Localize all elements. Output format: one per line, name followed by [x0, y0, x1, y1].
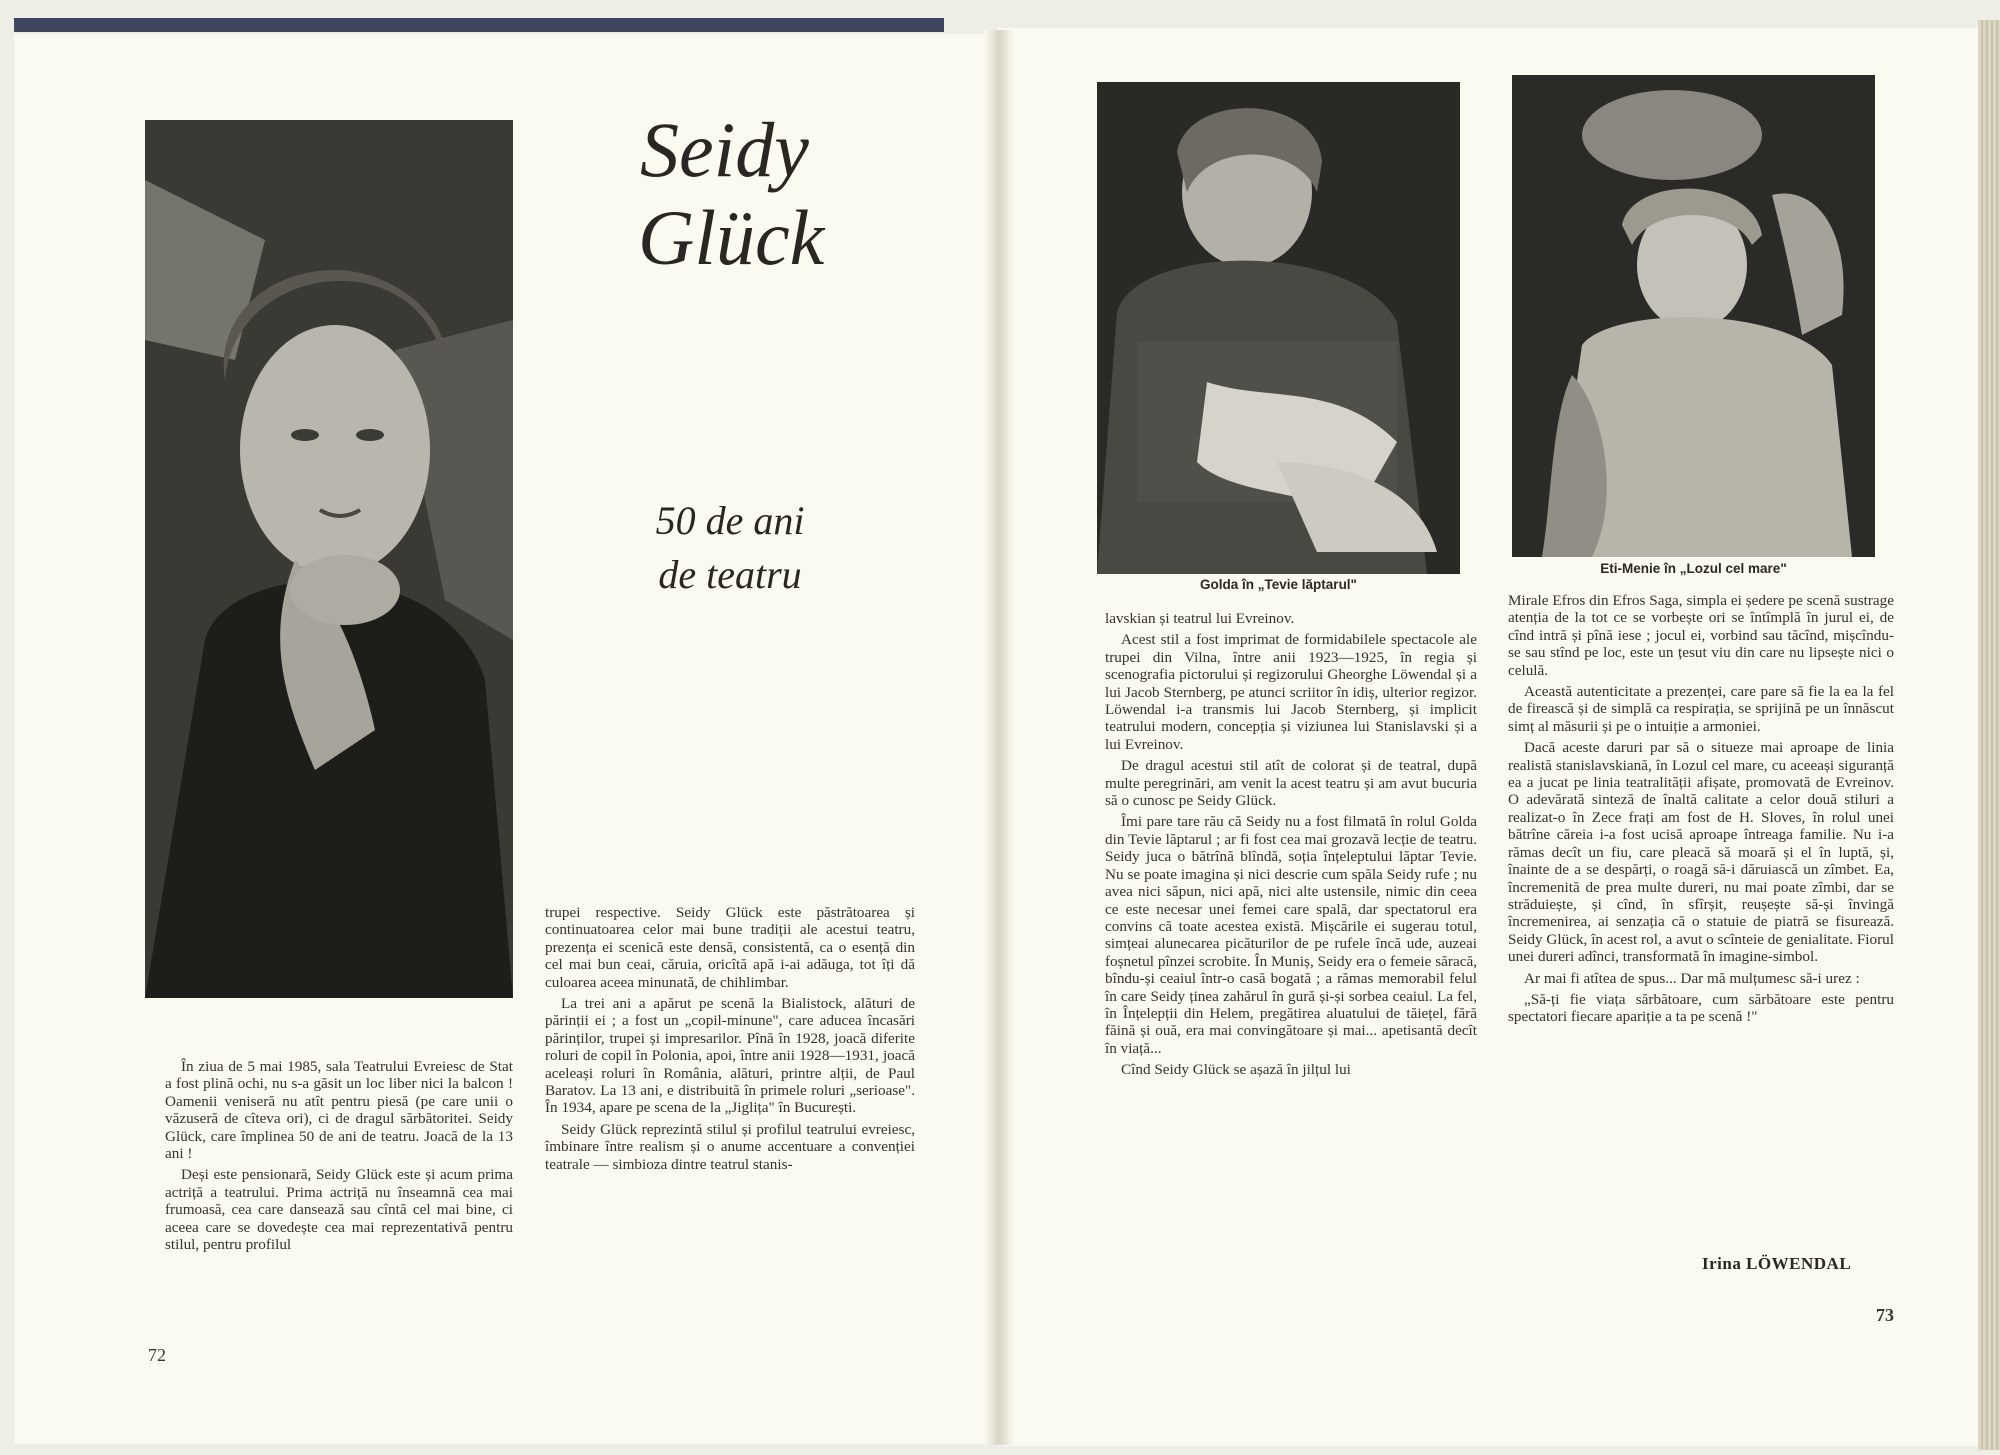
left-page-column-2	[545, 904, 915, 1177]
book-binding	[14, 18, 944, 32]
paragraph: Acest stil a fost imprimat de formidabilele spectacole ale trupei din Vilna, între anii 1923—1925, în regia și scenografia pictorului și regizorului Gheorghe Löwendal și a lui Jacob Sternberg, pe atunci scriitor în idiș, ulterior regizor. Löwendal i-a transmis lui Jacob Sternberg, și implicit teatrului modern, concepția și viziunea lui Stanislavski și a lui Evreinov.	[1105, 631, 1477, 753]
paragraph: De dragul acestui stil atît de colorat și de teatral, după multe peregrinări, am venit la acest teatru și am avut bucuria să o cunosc pe Seidy Glück.	[1105, 757, 1477, 810]
portrait-photo	[145, 120, 513, 998]
paragraph: Deși este pensionară, Seidy Glück este și acum prima actriță a teatrului. Prima actriță nu înseamnă cea mai frumoasă, cea care dansează sau cîntă cel mai bine, ci aceea care se dovedește cea mai reprezentativă pentru stilul, pentru profilul	[165, 1166, 513, 1254]
left-page-column-1	[165, 1058, 513, 1257]
paragraph: În ziua de 5 mai 1985, sala Teatrului Evreiesc de Stat a fost plină ochi, nu s-a găsit un loc liber nici la balcon ! Oamenii veniseră nu atît pentru piesă (pe care unii o văzuseră de cîteva ori), ci de dragul sărbătoritei. Seidy Glück, care împlinea 50 de ani de teatru. Joacă de la 13 ani !	[165, 1058, 513, 1163]
golda-illustration	[1097, 82, 1460, 574]
paragraph: Îmi pare tare rău că Seidy nu a fost filmată în rolul Golda din Tevie lăptarul ; ar fi fost cea mai grozavă lecție de teatru. Seidy juca o bătrînă blîndă, soția înțeleptului lăptar Tevie. Nu se poate imagina și nici descrie cum spăla Seidy rufe ; nu avea nici săpun, nici apă, nici alte ustensile, nimic din ceea ce este necesar unei femei care spală, dar spectatorul era convins că toate acestea există. Mișcările ei sugerau totul, simțeai alunecarea picăturilor de pe rufele încă ude, auzeai foșnetul pînzei scrobite. În Muniș, Seidy era o femeie săracă, bîndu-și ceaiul într-o casă bogată ; a rămas memorabil felul în care Seidy ținea zahărul în gură și-și sorbea ceaiul. La fel, în Înțelepții din Helem, pregătirea aluatului de tăiețel, fără făină și ouă, era mai convingătoare și mai... apetisantă decît în viață...	[1105, 813, 1477, 1057]
paragraph: Seidy Glück reprezintă stilul și profilul teatrului evreiesc, îmbinare între realism și o anume accentuare a convenției teatrale — simbioza dintre teatrul stanis-	[545, 1120, 915, 1173]
portrait-illustration	[145, 120, 513, 998]
author-signature: Irina LÖWENDAL	[1702, 1254, 1852, 1273]
paragraph: Cînd Seidy Glück se așază în jilțul lui	[1121, 1061, 1351, 1079]
paragraph: lavskian și teatrul lui Evreinov.	[1105, 610, 1295, 627]
eti-menie-illustration	[1512, 75, 1875, 557]
right-page-column-2	[1508, 592, 1894, 1030]
page-edges	[1978, 20, 2000, 1450]
page-number-right: 73	[1876, 1305, 1894, 1325]
paragraph: „Să-ți fie viața sărbătoare, cum sărbătoare este pentru spectatori fiecare apariție a ta pe scenă !"	[1508, 990, 1894, 1026]
eti-menie-photo-caption: Eti-Menie în „Lozul cel mare"	[1600, 561, 1787, 576]
paragraph: Dacă aceste daruri par să o situeze mai aproape de linia realistă stanislavskiană, în Lozul cel mare, cu aceeași siguranță ea a jucat pe linia teatralității afișate, promovată de Evreinov. O adevărată sinteză de înaltă calitate a celor două stiluri a realizat-o în Zece frați am fost de H. Sloves, în rolul unei bătrîne căreia i-a fost ucisă aproape întreaga familie. Nu i-a rămas decît un fiu, care pleacă să moară și el în luptă, și, înainte de a se despărți, o roagă să-i dăruiască un zîmbet. Ea, încremenită de prea multe dureri, nu mai poate zîmbi, dar se străduiește, și cînd, în sfîrșit, reușește să-și învingă încremenirea, ai senzația că o statuie de piatră se fisurează. Seidy Glück, în acest rol, a avut o scînteie de genialitate. Fiorul unei dureri adînci, transformată în imagine-simbol.	[1508, 739, 1894, 966]
eti-menie-stage-photo	[1512, 75, 1875, 557]
paragraph: Această autenticitate a prezenței, care pare să fie la ea la fel de firească și de simplă ca respirația, se sprijină pe un înnăscut simț al măsurii și pe o intuiție a armoniei.	[1508, 683, 1894, 735]
article-title-line2: Glück	[638, 194, 825, 281]
paragraph: Ar mai fi atîtea de spus... Dar mă mulțumesc să-i urez :	[1524, 969, 1860, 987]
article-title-line1: Seidy	[640, 106, 809, 193]
right-page-column-1	[1105, 610, 1477, 1083]
golda-photo-caption: Golda în „Tevie lăptarul"	[1200, 577, 1357, 592]
paragraph: trupei respective. Seidy Glück este păstrătoarea și continuatoarea celor mai bune tradiții ale acestui teatru, prezența ei scenică este densă, consistentă, ca o esență din cel mai bun ceai, căruia, oricîtă apă i-ai adăuga, tot îți dă culoarea aceea minunată, de chihlimbar.	[545, 904, 915, 991]
article-subtitle-line1: 50 de ani	[655, 498, 805, 543]
page-number-left: 72	[148, 1345, 166, 1365]
paragraph: La trei ani a apărut pe scenă la Bialistock, alături de părinții ei ; a fost un „copil-minune", care aducea încasări părinților, trupei și impresarilor. Pînă în 1928, joacă diferite roluri de copil în Polonia, apoi, între anii 1928—1931, joacă aceleași roluri în România, alături, printre alții, de Paul Baratov. La 13 ani, e distribuită în primele roluri „serioase". În 1934, apare pe scena de la „Jiglița" în București.	[545, 995, 915, 1117]
paragraph: Mirale Efros din Efros Saga, simpla ei ședere pe scenă sustrage atenția de la tot ce se vorbește ori se întîmplă în jurul ei, de cînd intră și pînă iese ; jocul ei, vorbind sau tăcînd, mișcîndu-se sau stînd pe loc, este un țesut viu din care nu lipsește nici o celulă.	[1508, 592, 1894, 679]
page-gutter	[984, 30, 1014, 1445]
golda-stage-photo	[1097, 82, 1460, 574]
article-subtitle-line2: de teatru	[658, 552, 802, 597]
